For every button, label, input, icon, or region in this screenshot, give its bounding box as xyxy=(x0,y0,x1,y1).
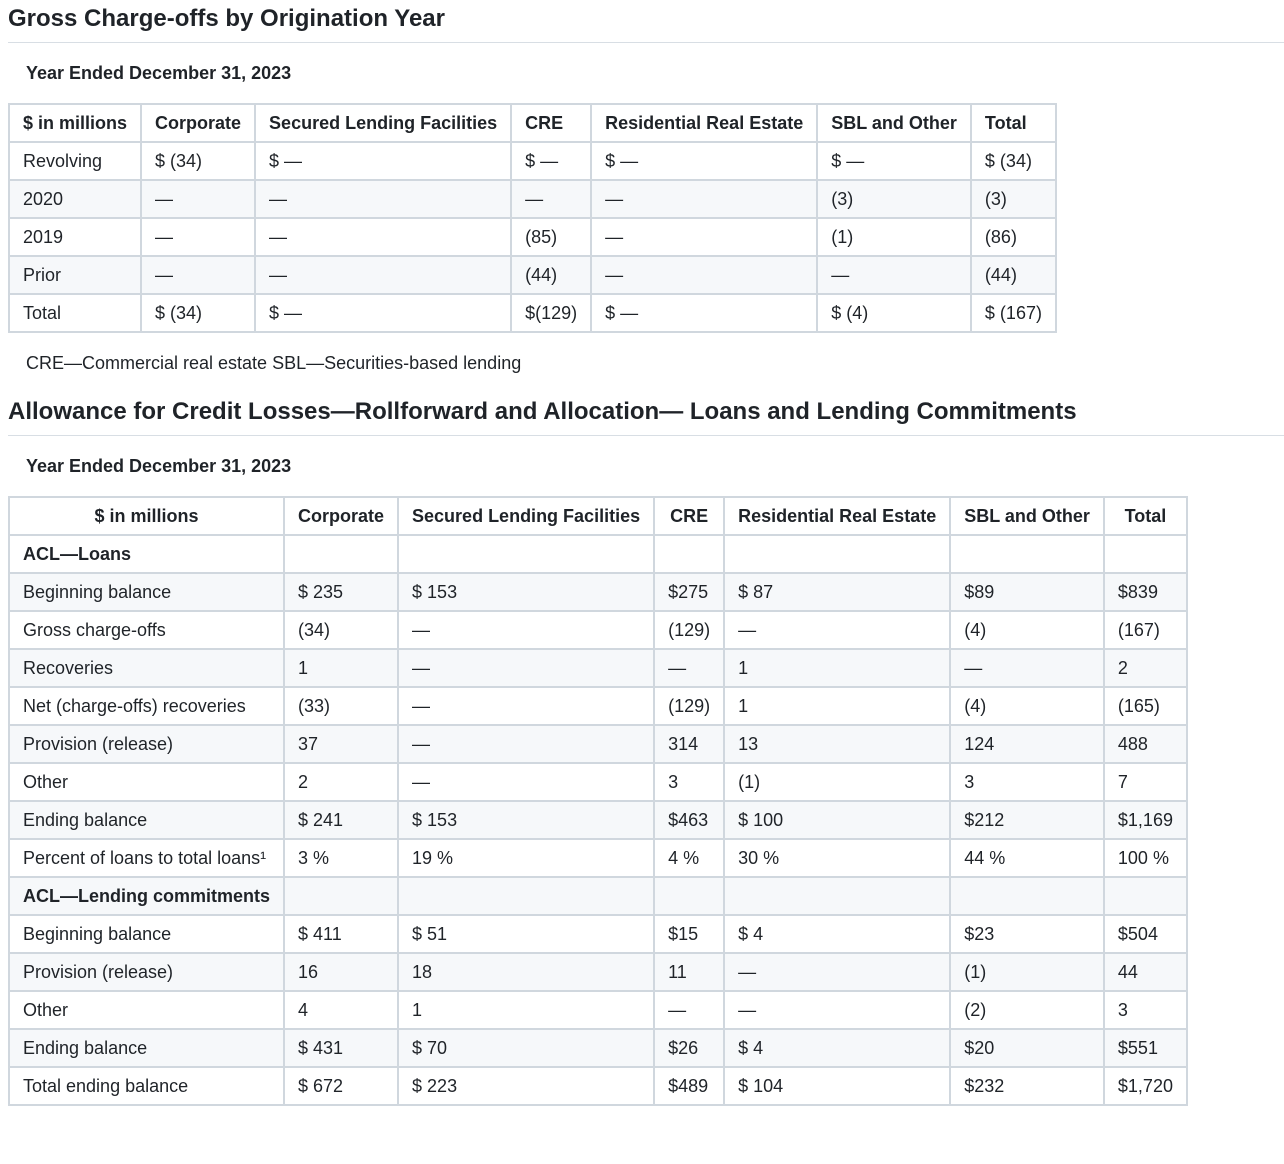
table-cell: (3) xyxy=(971,180,1056,218)
table-cell: $489 xyxy=(654,1067,724,1105)
table-cell: $ — xyxy=(591,294,817,332)
table-cell: 13 xyxy=(724,725,950,763)
table-cell: $ — xyxy=(591,142,817,180)
table-cell: 37 xyxy=(284,725,398,763)
table-cell: $ 100 xyxy=(724,801,950,839)
table-cell: $ 87 xyxy=(724,573,950,611)
table-cell: $ 411 xyxy=(284,915,398,953)
row-label: Beginning balance xyxy=(9,573,284,611)
table-cell: — xyxy=(511,180,591,218)
table-cell xyxy=(398,877,654,915)
table-cell: 3 xyxy=(1104,991,1187,1029)
column-header: $ in millions xyxy=(9,497,284,535)
table-cell: 1 xyxy=(398,991,654,1029)
table-cell: 19 % xyxy=(398,839,654,877)
table-cell: — xyxy=(817,256,971,294)
table-row xyxy=(9,611,1187,649)
table-cell: (1) xyxy=(950,953,1104,991)
table-cell: (2) xyxy=(950,991,1104,1029)
table-row xyxy=(9,953,1187,991)
table-row xyxy=(9,1029,1187,1067)
table-cell: $ — xyxy=(511,142,591,180)
table-cell: 44 xyxy=(1104,953,1187,991)
table-row xyxy=(9,839,1187,877)
table-cell: 124 xyxy=(950,725,1104,763)
column-header: SBL and Other xyxy=(950,497,1104,535)
table-cell: (1) xyxy=(817,218,971,256)
table-row xyxy=(9,218,1056,256)
column-header: Corporate xyxy=(141,104,255,142)
row-label: Total ending balance xyxy=(9,1067,284,1105)
table-cell: 1 xyxy=(724,649,950,687)
table-cell: 4 % xyxy=(654,839,724,877)
table-cell: $23 xyxy=(950,915,1104,953)
table-cell: (33) xyxy=(284,687,398,725)
table-cell: (167) xyxy=(1104,611,1187,649)
column-header: Total xyxy=(971,104,1056,142)
row-label: Other xyxy=(9,763,284,801)
table-cell: 100 % xyxy=(1104,839,1187,877)
table-cell: 16 xyxy=(284,953,398,991)
table-cell: $ — xyxy=(255,294,511,332)
table-cell: 3 xyxy=(950,763,1104,801)
table-cell: (1) xyxy=(724,763,950,801)
table-cell: $ 51 xyxy=(398,915,654,953)
table-row xyxy=(9,573,1187,611)
table-cell: (34) xyxy=(284,611,398,649)
row-label: Beginning balance xyxy=(9,915,284,953)
table-cell: (44) xyxy=(971,256,1056,294)
table-row xyxy=(9,991,1187,1029)
table-cell: $ 4 xyxy=(724,915,950,953)
table-cell: — xyxy=(398,687,654,725)
table-row xyxy=(9,687,1187,725)
gross-chargeoffs-table xyxy=(8,103,1057,333)
table-row xyxy=(9,725,1187,763)
table-cell xyxy=(950,877,1104,915)
table-cell: $15 xyxy=(654,915,724,953)
table-cell: — xyxy=(654,991,724,1029)
table-body xyxy=(9,535,1187,1105)
row-label: ACL—Lending commitments xyxy=(9,877,284,915)
table-row xyxy=(9,763,1187,801)
table-cell: $26 xyxy=(654,1029,724,1067)
table-cell: — xyxy=(255,180,511,218)
table-cell: 7 xyxy=(1104,763,1187,801)
table-cell: 11 xyxy=(654,953,724,991)
table-cell: 18 xyxy=(398,953,654,991)
row-label: Net (charge-offs) recoveries xyxy=(9,687,284,725)
table-cell: — xyxy=(398,763,654,801)
row-label: Total xyxy=(9,294,141,332)
table-cell: $551 xyxy=(1104,1029,1187,1067)
table-cell xyxy=(398,535,654,573)
table-row xyxy=(9,1067,1187,1105)
table-cell xyxy=(950,535,1104,573)
table-cell: $ 153 xyxy=(398,801,654,839)
row-label: Recoveries xyxy=(9,649,284,687)
table-cell: $1,169 xyxy=(1104,801,1187,839)
table-cell: — xyxy=(141,180,255,218)
table-cell: $ (167) xyxy=(971,294,1056,332)
table-cell: — xyxy=(724,953,950,991)
table-cell: $ 104 xyxy=(724,1067,950,1105)
table-cell: $(129) xyxy=(511,294,591,332)
table-cell: $ — xyxy=(255,142,511,180)
table-body xyxy=(9,142,1056,332)
column-header: Secured Lending Facilities xyxy=(398,497,654,535)
table-cell xyxy=(284,535,398,573)
row-label: 2019 xyxy=(9,218,141,256)
section1-subtitle: Year Ended December 31, 2023 xyxy=(26,63,292,83)
column-header: Residential Real Estate xyxy=(591,104,817,142)
column-header: Corporate xyxy=(284,497,398,535)
table-cell: — xyxy=(950,649,1104,687)
table-cell: $ 223 xyxy=(398,1067,654,1105)
table-cell: $ 672 xyxy=(284,1067,398,1105)
abbreviation-note: CRE—Commercial real estate SBL—Securities-based lending xyxy=(26,353,522,373)
table-cell: (44) xyxy=(511,256,591,294)
table-cell: — xyxy=(141,218,255,256)
row-label: Gross charge-offs xyxy=(9,611,284,649)
table-cell: (86) xyxy=(971,218,1056,256)
table-cell xyxy=(654,877,724,915)
table-cell: 1 xyxy=(724,687,950,725)
section2-title: Allowance for Credit Losses—Rollforward and Allocation— Loans and Lending Commitments xyxy=(8,393,1284,436)
table-cell: 488 xyxy=(1104,725,1187,763)
table-cell: $89 xyxy=(950,573,1104,611)
row-label: Other xyxy=(9,991,284,1029)
table-cell: $ 153 xyxy=(398,573,654,611)
table-row xyxy=(9,649,1187,687)
table-cell: — xyxy=(255,218,511,256)
row-label: Percent of loans to total loans¹ xyxy=(9,839,284,877)
table-header-row xyxy=(9,497,1187,535)
table-cell: $839 xyxy=(1104,573,1187,611)
table-cell: — xyxy=(398,725,654,763)
table-row xyxy=(9,915,1187,953)
table-cell: $ (34) xyxy=(971,142,1056,180)
table-row xyxy=(9,142,1056,180)
row-label: Ending balance xyxy=(9,801,284,839)
table-cell: $504 xyxy=(1104,915,1187,953)
table-cell: (4) xyxy=(950,611,1104,649)
table-cell: $275 xyxy=(654,573,724,611)
column-header: CRE xyxy=(654,497,724,535)
row-label: Prior xyxy=(9,256,141,294)
table-cell: $ 235 xyxy=(284,573,398,611)
table-cell: 3 xyxy=(654,763,724,801)
table-cell: (129) xyxy=(654,611,724,649)
table-row xyxy=(9,294,1056,332)
section1-title: Gross Charge-offs by Origination Year xyxy=(8,0,1284,43)
row-label: Revolving xyxy=(9,142,141,180)
table-cell: 3 % xyxy=(284,839,398,877)
table-cell: $463 xyxy=(654,801,724,839)
row-label: Ending balance xyxy=(9,1029,284,1067)
table-cell xyxy=(724,535,950,573)
table-row xyxy=(9,180,1056,218)
row-label: ACL—Loans xyxy=(9,535,284,573)
table-cell xyxy=(654,535,724,573)
table-cell: (3) xyxy=(817,180,971,218)
table-cell: $ 70 xyxy=(398,1029,654,1067)
table-cell: 314 xyxy=(654,725,724,763)
table-cell: (129) xyxy=(654,687,724,725)
table-cell: $ 4 xyxy=(724,1029,950,1067)
table-cell: 2 xyxy=(1104,649,1187,687)
table-cell: 1 xyxy=(284,649,398,687)
table-cell: $1,720 xyxy=(1104,1067,1187,1105)
column-header: Secured Lending Facilities xyxy=(255,104,511,142)
table-cell: (165) xyxy=(1104,687,1187,725)
table-cell: $212 xyxy=(950,801,1104,839)
table-cell: — xyxy=(591,256,817,294)
table-row xyxy=(9,877,1187,915)
table-cell xyxy=(1104,877,1187,915)
table-cell: — xyxy=(724,991,950,1029)
table-cell: 30 % xyxy=(724,839,950,877)
column-header: SBL and Other xyxy=(817,104,971,142)
column-header: CRE xyxy=(511,104,591,142)
column-header: Residential Real Estate xyxy=(724,497,950,535)
table-cell: — xyxy=(255,256,511,294)
table-cell: (85) xyxy=(511,218,591,256)
table-cell: — xyxy=(654,649,724,687)
table-cell xyxy=(284,877,398,915)
table-row xyxy=(9,256,1056,294)
table-cell: — xyxy=(591,218,817,256)
table-cell: — xyxy=(398,611,654,649)
table-cell: 44 % xyxy=(950,839,1104,877)
table-cell: 2 xyxy=(284,763,398,801)
table-cell: $ (34) xyxy=(141,294,255,332)
table-cell: $ 241 xyxy=(284,801,398,839)
table-cell: (4) xyxy=(950,687,1104,725)
section2-subtitle: Year Ended December 31, 2023 xyxy=(26,456,292,476)
table-cell: — xyxy=(591,180,817,218)
table-cell xyxy=(1104,535,1187,573)
table-cell: $232 xyxy=(950,1067,1104,1105)
table-cell: — xyxy=(398,649,654,687)
table-cell: — xyxy=(724,611,950,649)
table-cell xyxy=(724,877,950,915)
table-cell: — xyxy=(141,256,255,294)
table-cell: $20 xyxy=(950,1029,1104,1067)
table-cell: $ (34) xyxy=(141,142,255,180)
column-header: Total xyxy=(1104,497,1187,535)
column-header: $ in millions xyxy=(9,104,141,142)
table-header-row xyxy=(9,104,1056,142)
row-label: Provision (release) xyxy=(9,953,284,991)
allowance-credit-losses-table xyxy=(8,496,1188,1106)
table-cell: $ — xyxy=(817,142,971,180)
row-label: 2020 xyxy=(9,180,141,218)
table-cell: $ 431 xyxy=(284,1029,398,1067)
row-label: Provision (release) xyxy=(9,725,284,763)
table-row xyxy=(9,535,1187,573)
table-cell: 4 xyxy=(284,991,398,1029)
table-row xyxy=(9,801,1187,839)
table-cell: $ (4) xyxy=(817,294,971,332)
